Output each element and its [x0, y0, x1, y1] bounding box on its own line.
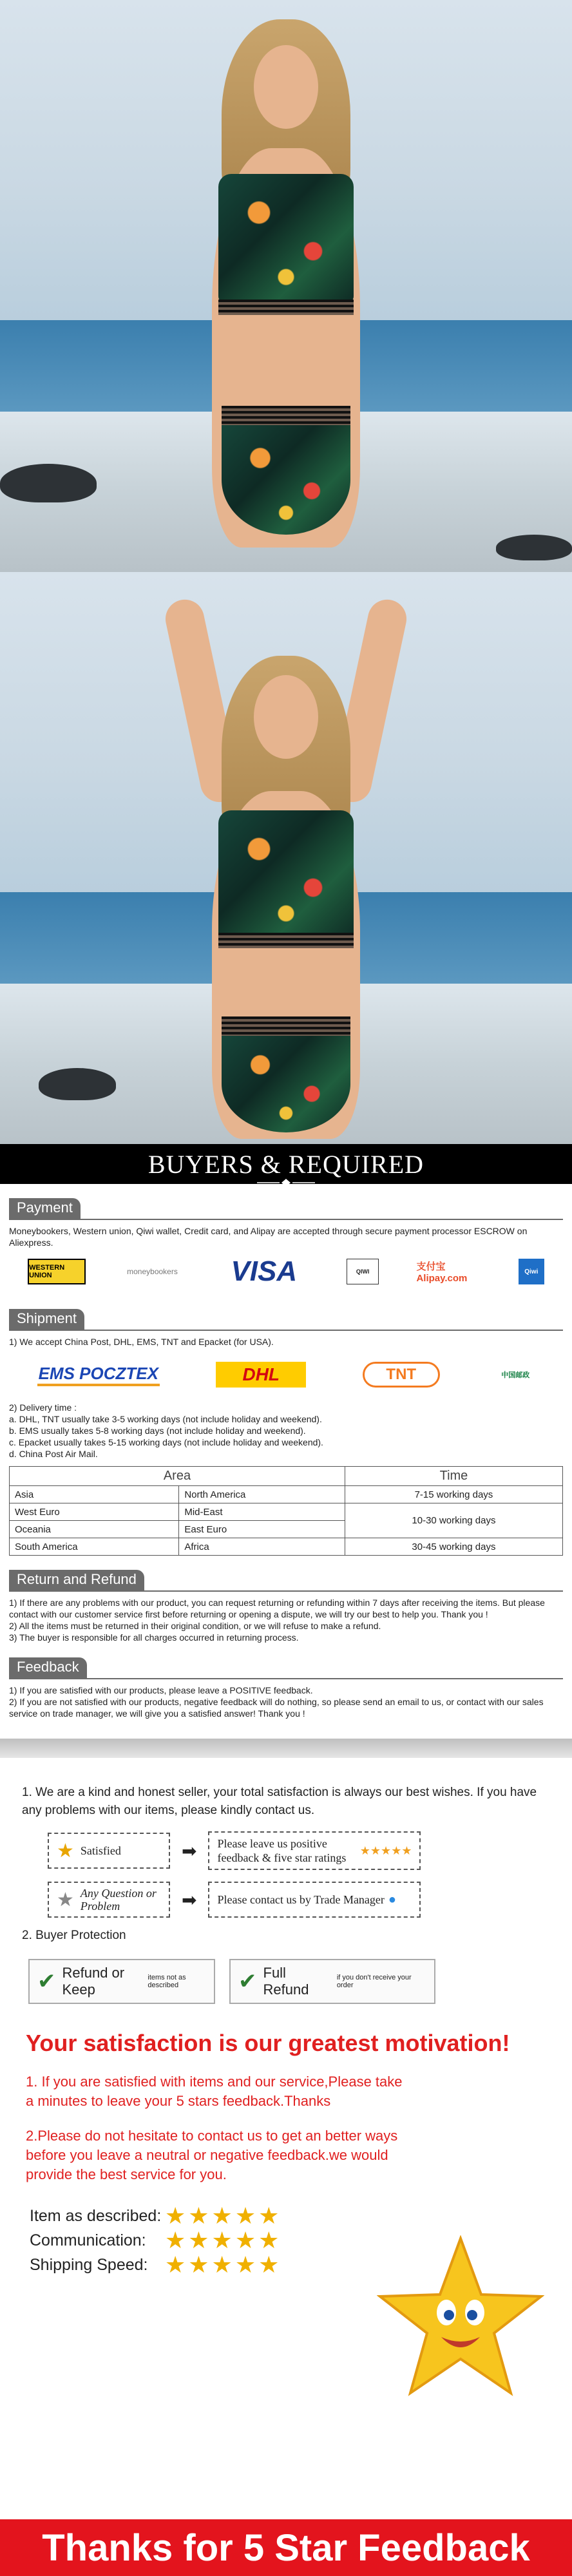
motivation-p1: 1. If you are satisfied with items and our service,Please take a minutes to leave your 5 stars feedback.Thanks: [26, 2074, 403, 2109]
delivery-b: b. EMS usually takes 5-8 working days (not include holiday and weekend).: [9, 1426, 306, 1436]
tnt-logo: TNT: [363, 1362, 440, 1388]
delivery-c: c. Epacket usually takes 5-15 working days (not include holiday and weekend).: [9, 1437, 323, 1447]
satisfied-label: Satisfied: [80, 1844, 121, 1857]
table-cell: West Euro: [10, 1503, 179, 1521]
right-arrow-icon: ➡: [182, 1840, 197, 1861]
payment-heading: Payment: [9, 1198, 81, 1219]
table-cell: Mid-East: [179, 1503, 345, 1521]
moneybookers-logo: moneybookers: [127, 1267, 178, 1276]
motivation-p2: 2.Please do not hesitate to contact us to get an better ways before you leave a neutral or negative feedback.we would provide the best service for you.: [26, 2128, 398, 2182]
western-union-logo: WESTERN UNION: [28, 1259, 86, 1284]
satisfied-row: [48, 1831, 550, 1870]
trade-manager-icon: ●: [388, 1892, 396, 1907]
checkmark-icon: ✔: [238, 1969, 257, 1994]
delivery-title: 2) Delivery time :: [9, 1402, 77, 1413]
satisfied-action: Please leave us positive feedback & five star ratings: [217, 1837, 347, 1864]
dhl-logo: DHL: [216, 1362, 306, 1388]
shipment-heading: Shipment: [9, 1309, 84, 1330]
banner-title: BUYERS & REQUIRED: [148, 1149, 424, 1179]
delivery-a: a. DHL, TNT usually take 3-5 working days (not include holiday and weekend).: [9, 1414, 322, 1424]
five-star-rating-icon: ★★★★★: [165, 2202, 282, 2229]
star-badge-icon: ★: [57, 1840, 74, 1862]
buyer-protection: [28, 1959, 550, 2004]
rating-label: Communication:: [30, 2231, 146, 2249]
product-photo-1: [0, 0, 572, 572]
protection-title: 2. Buyer Protection: [22, 1929, 126, 1942]
refund-item-2: 2) All the items must be returned in their original condition, or we will refuse to make a refund.: [9, 1621, 381, 1631]
five-star-rating-icon: ★★★★★: [165, 2227, 282, 2253]
table-cell: 30-45 working days: [345, 1538, 562, 1556]
shipment-line-1: 1) We accept China Post, DHL, EMS, TNT and Epacket (for USA).: [9, 1337, 274, 1347]
gray-star-icon: ★: [57, 1889, 74, 1911]
smiling-star-icon: [377, 2235, 544, 2403]
time-header: Time: [345, 1467, 562, 1486]
payment-text: Moneybookers, Western union, Qiwi wallet, Credit card, and Alipay are accepted through secure payment processor ESCROW on Aliexpress.: [9, 1226, 528, 1248]
thanks-text: Thanks for 5 Star Feedback: [42, 2526, 530, 2569]
question-action-box: [208, 1882, 421, 1918]
china-post-logo: 中国邮政: [501, 1371, 530, 1379]
seller-promise: [0, 1784, 572, 2004]
rating-label: Shipping Speed:: [30, 2255, 148, 2274]
refund-item-1: 1) If there are any problems with our product, you can request returning or refunding within 7 days after receiving the items. But please contact with our customer service first before returning or opening a dispute, we will try our best to help you. Thank you !: [9, 1598, 545, 1619]
table-cell: Oceania: [10, 1521, 179, 1538]
seller-intro: 1. We are a kind and honest seller, your total satisfaction is always our best wishes. If you have any problems with our items, please kindly contact us.: [22, 1786, 537, 1817]
five-star-rating-icon: ★★★★★: [165, 2251, 282, 2278]
thanks-banner: [0, 2519, 572, 2576]
qiwi-logo: Qiwi: [519, 1259, 544, 1284]
table-cell: 7-15 working days: [345, 1486, 562, 1503]
qiwi-barcode-logo: QIWI: [347, 1259, 379, 1284]
shipping-time-table: [9, 1466, 563, 1556]
checkmark-icon: ✔: [37, 1969, 56, 1994]
question-action: Please contact us by Trade Manager: [217, 1893, 385, 1906]
ornament-icon: [257, 1178, 315, 1188]
table-cell: East Euro: [179, 1521, 345, 1538]
visa-logo: VISA: [231, 1255, 298, 1287]
satisfied-box: [48, 1833, 170, 1869]
area-header: Area: [10, 1467, 345, 1486]
table-cell: Asia: [10, 1486, 179, 1503]
guarantee-2-main: Full Refund: [263, 1965, 309, 1998]
question-box: [48, 1882, 170, 1918]
carrier-logos: [9, 1355, 563, 1394]
delivery-d: d. China Post Air Mail.: [9, 1449, 98, 1459]
table-cell: North America: [179, 1486, 345, 1503]
table-cell: Africa: [179, 1538, 345, 1556]
guarantee-1-sub: items not as described: [148, 1974, 186, 1989]
full-refund-badge: [229, 1959, 435, 2004]
rating-row: [0, 2204, 572, 2228]
payment-logos: [9, 1256, 563, 1287]
question-label: Any Question or Problem: [80, 1887, 157, 1913]
buyers-required-banner: [0, 1144, 572, 1184]
rating-label: Item as described:: [30, 2206, 162, 2225]
ems-logo: EMS POCZTEX: [37, 1364, 160, 1386]
right-arrow-icon: ➡: [182, 1889, 197, 1910]
feedback-item-2: 2) If you are not satisfied with our products, negative feedback will do nothing, so please send an email to us, or contact with our sales service on trade manager, we will give you a satisfied answer! Thank you !: [9, 1697, 544, 1719]
alipay-logo: 支付宝 Alipay.com: [416, 1261, 468, 1284]
feedback-item-1: 1) If you are satisfied with our products, please leave a POSITIVE feedback.: [9, 1685, 313, 1695]
buyer-info: [0, 1184, 572, 1719]
question-row: [48, 1882, 550, 1918]
feedback-heading: Feedback: [9, 1657, 87, 1678]
table-cell: South America: [10, 1538, 179, 1556]
refund-item-3: 3) The buyer is responsible for all charges occurred in returning process.: [9, 1632, 299, 1643]
refund-or-keep-badge: [28, 1959, 215, 2004]
motivation-title: Your satisfaction is our greatest motivation!: [26, 2030, 510, 2056]
refund-heading: Return and Refund: [9, 1570, 144, 1590]
guarantee-2-sub: if you don't receive your order: [336, 1974, 412, 1989]
section-divider: [0, 1739, 572, 1758]
table-cell: 10-30 working days: [345, 1503, 562, 1538]
satisfied-action-box: [208, 1831, 421, 1870]
five-stars-icon: ★★★★★: [359, 1844, 412, 1857]
product-photo-2: [0, 572, 572, 1144]
guarantee-1-main: Refund or Keep: [62, 1965, 125, 1998]
